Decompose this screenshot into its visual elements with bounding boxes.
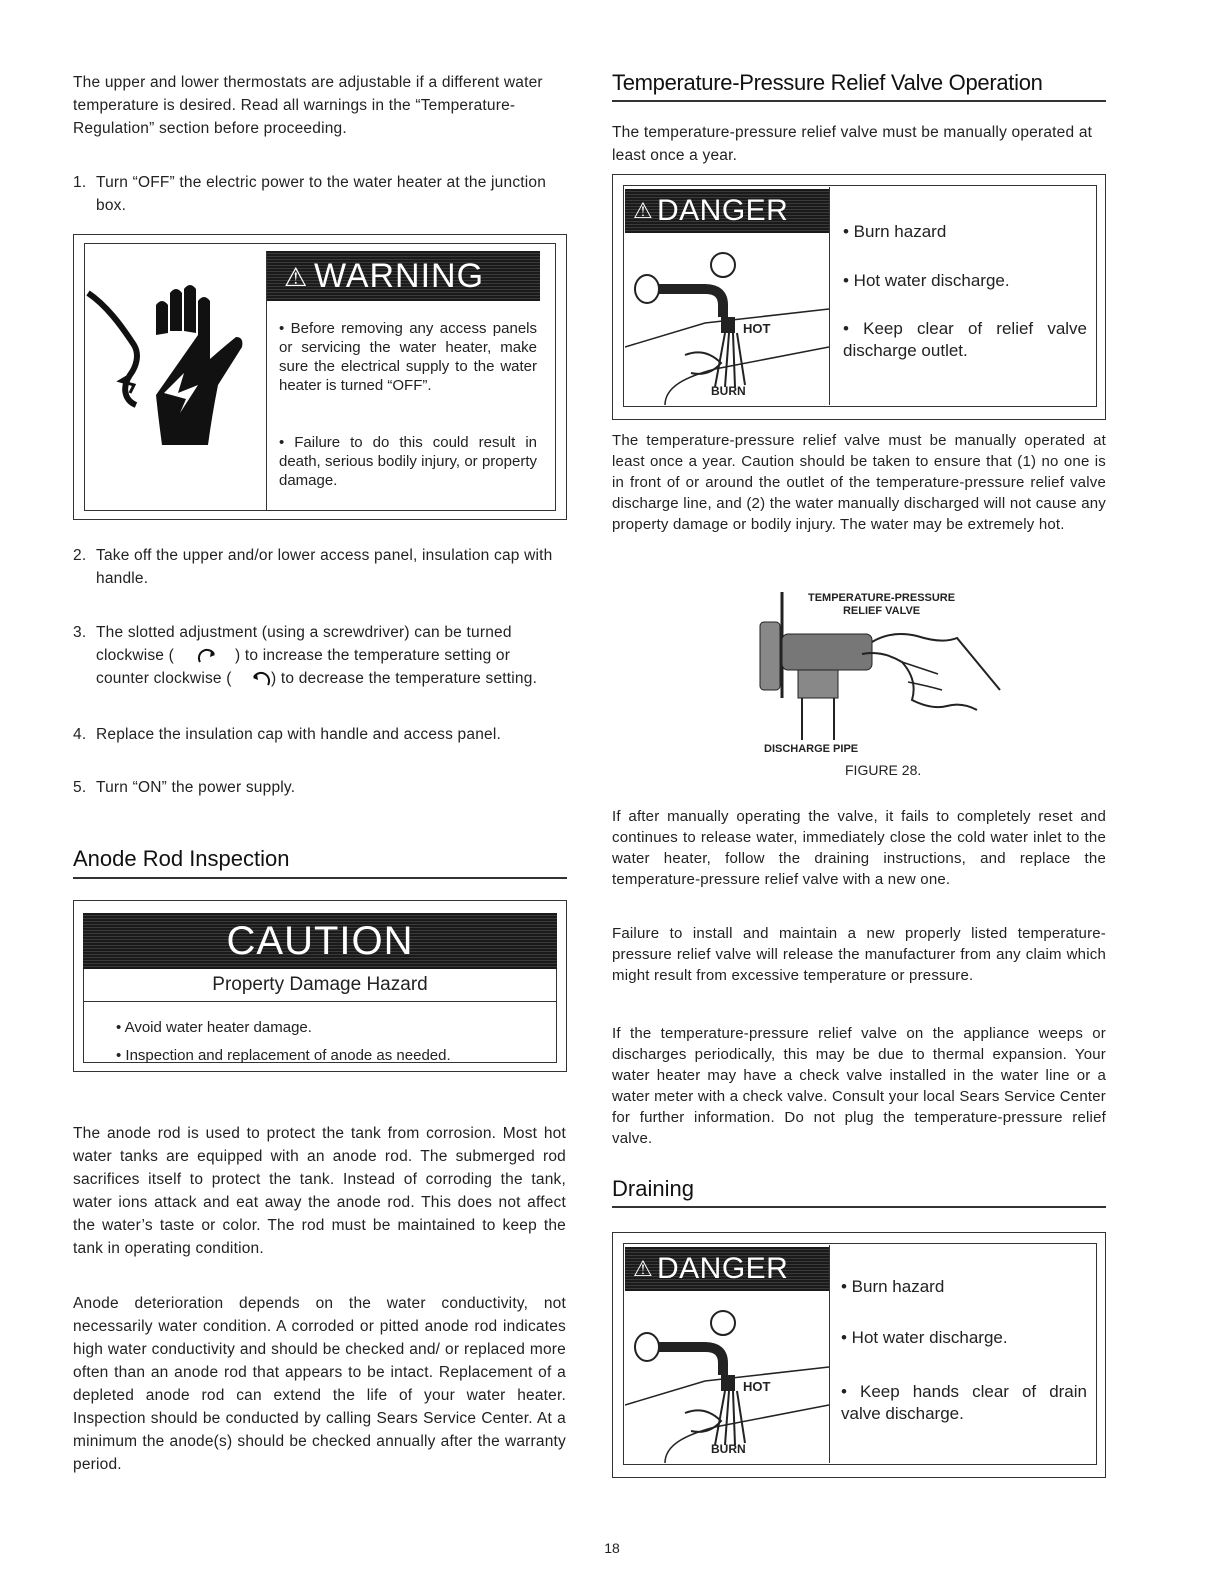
tp-paragraph-a: If after manually operating the valve, it fails to completely reset and continues to release water, immediately close the cold water inlet to the water heater, follow the draining instructions, and replace the temperature-pressure relief valve with a new one. xyxy=(612,808,1106,888)
danger-title: DANGER xyxy=(657,1252,789,1285)
danger-header xyxy=(625,189,829,233)
electric-shock-hand-icon xyxy=(86,275,266,465)
step-text-line-1: The slotted adjustment (using a screwdriver) can be turned xyxy=(96,624,512,641)
warning-divider xyxy=(266,251,267,511)
danger2-bullet-1: • Burn hazard xyxy=(841,1277,945,1296)
figure-caption: FIGURE 28. xyxy=(845,762,922,778)
draining-heading-rule xyxy=(612,1206,1106,1208)
page-number: 18 xyxy=(604,1540,620,1556)
danger-header xyxy=(625,1247,829,1291)
step-number: 3. xyxy=(73,624,87,641)
step-text: Turn “ON” the power supply. xyxy=(96,779,296,796)
step-text-line-2a: clockwise ( xyxy=(96,647,174,664)
step-number: 5. xyxy=(73,779,87,796)
tp-heading-rule xyxy=(612,100,1106,102)
tp-intro: The temperature-pressure relief valve must be manually operated at least once a year. xyxy=(612,124,1093,164)
tp-valve-heading: Temperature-Pressure Relief Valve Operation xyxy=(612,70,1043,95)
clockwise-arrow-icon xyxy=(197,648,219,664)
warning-bullet-1: • Before removing any access panels or servicing the water heater, make sure the electrical supply to the water heater is turned “OFF”. xyxy=(279,320,537,394)
caution-bullet-2: • Inspection and replacement of anode as needed. xyxy=(116,1047,451,1064)
step-number: 1. xyxy=(73,174,87,191)
caution-title: CAUTION xyxy=(226,919,414,963)
warning-title: WARNING xyxy=(314,257,485,295)
danger-title: DANGER xyxy=(657,194,789,227)
hot-label: HOT xyxy=(743,321,771,336)
anode-paragraph-1: The anode rod is used to protect the tank from corrosion. Most hot water tanks are equipped with an anode rod. The submerged rod sacrifices itself to protect the tank. Instead of corroding the tank, water ions attack and eat away the anode rod. This does not affect the water’s taste or color. The rod must be maintained to keep the tank in operating condition. xyxy=(73,1125,566,1257)
intro-paragraph: The upper and lower thermostats are adjustable if a different water temperature is desired. Read all warnings in the “Temperature-Regulation” section before proceeding. xyxy=(73,74,543,137)
danger-triangle-icon: ⚠ xyxy=(633,198,653,223)
anode-paragraph-2: Anode deterioration depends on the water conductivity, not necessarily water condition. A corroded or pitted anode rod indicates high water conductivity and should be checked and/ or replaced more often than an anode rod that appears to be intact. Replacement of a depleted anode rod can extend the life of your water heater. Inspection should be conducted by calling Sears Service Center. At a minimum the anode(s) should be checked annually after the warranty period. xyxy=(73,1295,566,1473)
caution-bullet-1: • Avoid water heater damage. xyxy=(116,1019,312,1036)
step-text-line-3b: ) to decrease the temperature setting. xyxy=(271,670,538,687)
step-text: Replace the insulation cap with handle and access panel. xyxy=(96,726,501,743)
step-3 xyxy=(73,621,566,693)
caution-subtitle: Property Damage Hazard xyxy=(212,974,428,995)
danger-divider xyxy=(829,187,830,405)
step-text: Turn “OFF” the electric power to the water heater at the junction box. xyxy=(96,174,547,214)
warning-bullet-2: • Failure to do this could result in death, serious bodily injury, or property damage. xyxy=(279,434,537,489)
caution-subtitle-divider xyxy=(83,1001,557,1002)
danger-box-2 xyxy=(612,1232,1106,1478)
danger1-bullet-2: • Hot water discharge. xyxy=(843,271,1010,290)
caution-header xyxy=(83,913,557,969)
draining-heading: Draining xyxy=(612,1176,694,1201)
danger1-bullet-1: • Burn hazard xyxy=(843,222,947,241)
burn-label: BURN xyxy=(711,1442,746,1456)
figure-label-line-2: RELIEF VALVE xyxy=(842,605,921,617)
anode-heading-rule xyxy=(73,877,567,879)
tp-paragraph-b: Failure to install and maintain a new properly listed temperature-pressure relief valve will release the manufacturer from any claim which might result from excessive temperature or pressure. xyxy=(612,925,1106,984)
tp-paragraph-c: If the temperature-pressure relief valve on the appliance weeps or discharges periodically, this may be due to thermal expansion. Your water heater may have a check valve installed in the water line or a water meter with a check valve. Consult your local Sears Service Center for further information. Do not plug the temperature-pressure relief valve. xyxy=(612,1025,1106,1147)
step-text-line-2b: ) to increase the temperature setting or xyxy=(235,647,511,664)
hot-label: HOT xyxy=(743,1379,771,1394)
step-number: 2. xyxy=(73,547,87,564)
step-text: Take off the upper and/or lower access panel, insulation cap with handle. xyxy=(96,547,553,587)
warning-box xyxy=(73,234,567,520)
warning-header xyxy=(266,251,540,301)
danger-triangle-icon: ⚠ xyxy=(633,1256,653,1281)
step-number: 4. xyxy=(73,726,87,743)
danger1-bullet-3: • Keep clear of relief valve discharge outlet. xyxy=(843,319,1087,360)
counterclockwise-arrow-icon xyxy=(249,671,271,687)
danger2-bullet-2: • Hot water discharge. xyxy=(841,1328,1008,1347)
anode-rod-heading: Anode Rod Inspection xyxy=(73,846,290,871)
hot-water-faucet-icon xyxy=(625,237,829,405)
relief-valve-illustration xyxy=(742,590,1002,740)
warning-triangle-icon: ⚠ xyxy=(284,262,308,292)
danger-box-1 xyxy=(612,174,1106,420)
tp-paragraph: The temperature-pressure relief valve must be manually operated at least once a year. Caution should be taken to ensure that (1) no one is in front of or around the outlet of the temperature-pressure relief valve discharge line, and (2) the water manually discharged will not cause any property damage or bodily injury. The water may be extremely hot. xyxy=(612,432,1106,533)
figure-28 xyxy=(612,590,1106,790)
danger-divider xyxy=(829,1245,830,1463)
hot-water-faucet-icon xyxy=(625,1295,829,1463)
burn-label: BURN xyxy=(711,384,746,398)
caution-box xyxy=(73,900,567,1072)
danger2-bullet-3: • Keep hands clear of drain valve discharge. xyxy=(841,1382,1087,1423)
step-text-line-3a: counter clockwise ( xyxy=(96,670,232,687)
figure-label-line-1: TEMPERATURE-PRESSURE xyxy=(808,592,956,604)
figure-label-discharge-pipe: DISCHARGE PIPE xyxy=(764,743,859,755)
